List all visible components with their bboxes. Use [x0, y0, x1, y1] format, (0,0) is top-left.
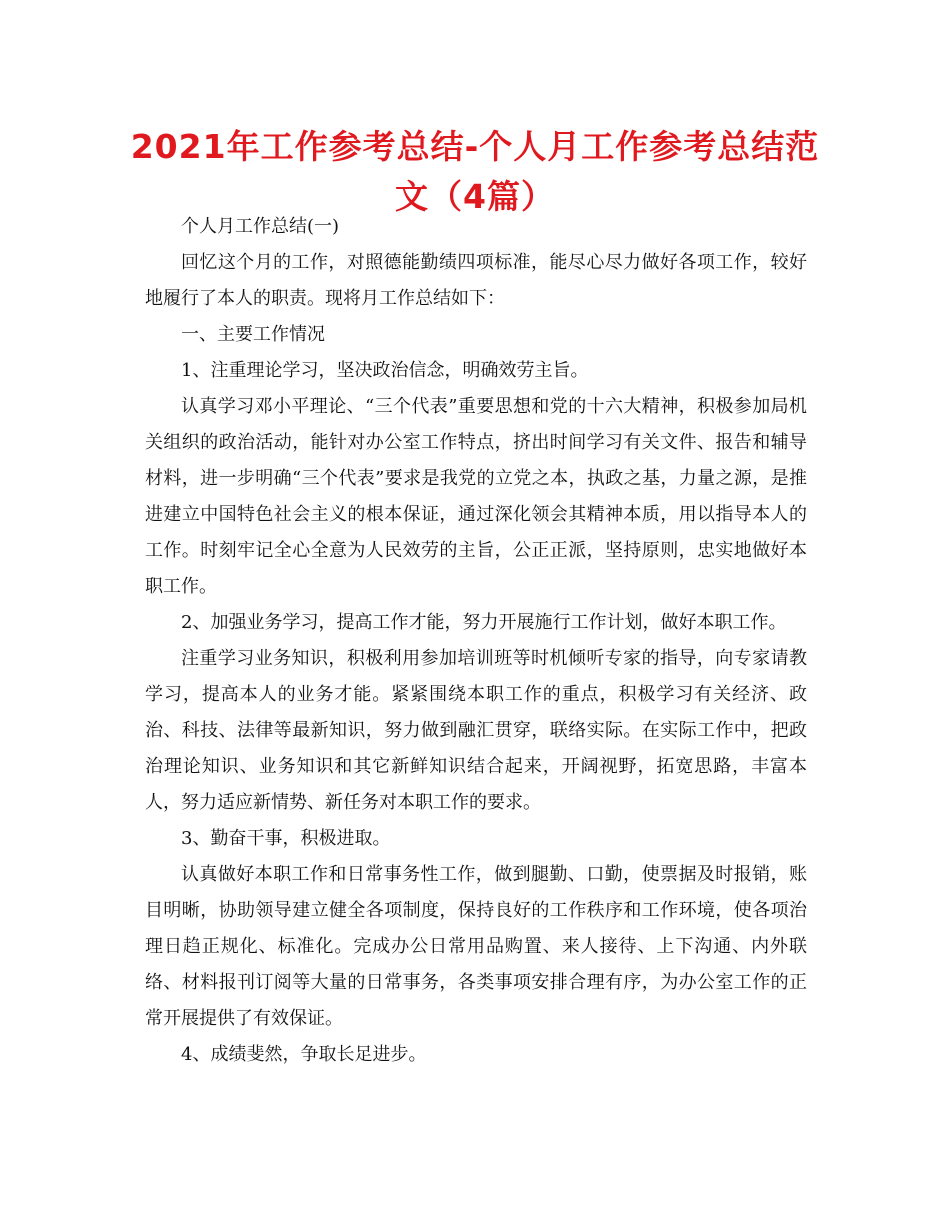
- subheading: 4、成绩斐然，争取长足进步。: [181, 1044, 427, 1065]
- section-heading: 个人月工作总结(一): [181, 216, 340, 237]
- paragraph: 回忆这个月的工作，对照德能勤绩四项标准，能尽心尽力做好各项工作，较好地履行了本人的职责。现将月工作总结如下：: [145, 252, 807, 309]
- paragraph: 认真学习邓小平理论、“三个代表”重要思想和党的十六大精神，积极参加局机关组织的政治活动，能针对办公室工作特点，挤出时间学习有关文件、报告和辅导材料，进一步明确“三个代表”要求是我党的立党之本，执政之基，力量之源，是推进建立中国特色社会主义的根本保证，通过深化领会其精神本质，用以指导本人的工作。时刻牢记全心全意为人民效劳的主旨，公正正派，坚持原则，忠实地做好本职工作。: [145, 396, 807, 597]
- paragraph: 认真做好本职工作和日常事务性工作，做到腿勤、口勤，使票据及时报销，账目明晰，协助领导建立健全各项制度，保持良好的工作秩序和工作环境，使各项治理日趋正规化、标准化。完成办公日常用品购置、来人接待、上下沟通、内外联络、材料报刊订阅等大量的日常事务，各类事项安排合理有序，为办公室工作的正常开展提供了有效保证。: [145, 864, 807, 1029]
- paragraph: 注重学习业务知识，积极利用参加培训班等时机倾听专家的指导，向专家请教学习，提高本人的业务才能。紧紧围绕本职工作的重点，积极学习有关经济、政治、科技、法律等最新知识，努力做到融汇贯穿，联络实际。在实际工作中，把政治理论知识、业务知识和其它新鲜知识结合起来，开阔视野，拓宽思路，丰富本人，努力适应新情势、新任务对本职工作的要求。: [145, 648, 807, 813]
- document-body: [145, 209, 807, 1073]
- document-title: 2021年工作参考总结-个人月工作参考总结范文（4篇）: [130, 127, 820, 216]
- subheading: 2、加强业务学习，提高工作才能，努力开展施行工作计划，做好本职工作。: [181, 612, 787, 633]
- section-heading: 一、主要工作情况: [181, 324, 325, 345]
- subheading: 3、勤奋干事，积极进取。: [181, 828, 391, 849]
- subheading: 1、注重理论学习，坚决政治信念，明确效劳主旨。: [181, 360, 589, 381]
